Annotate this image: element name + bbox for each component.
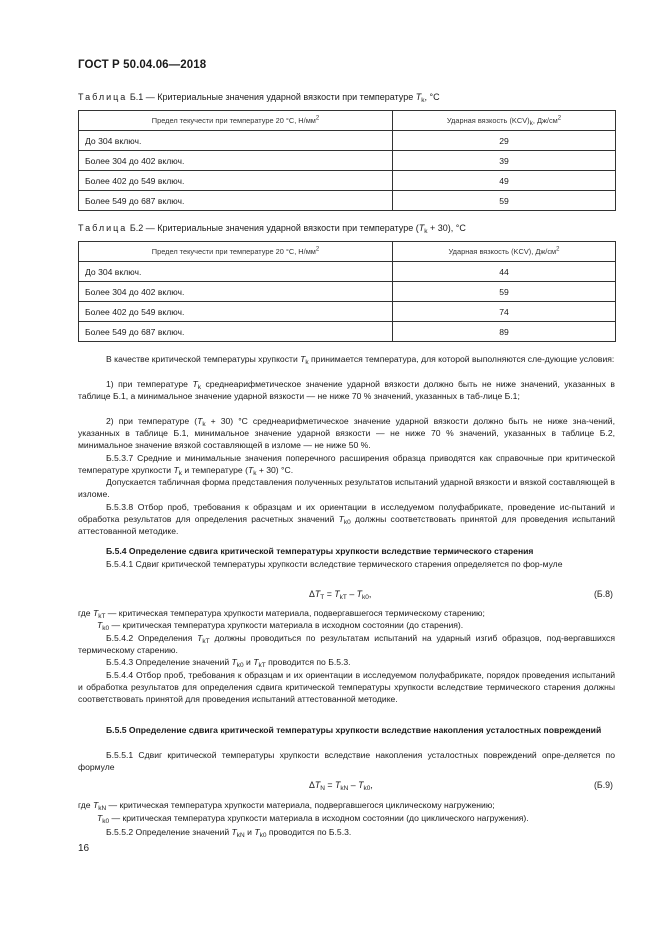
document-header: ГОСТ Р 50.04.06—2018 <box>78 59 207 71</box>
paragraph: Б.5.3.7 Средние и минимальные значения поперечного расширения образца приводятся как справочные при критической температуре хрупкости $T_k$ и температуре $(T_k + 30)$ °С. <box>78 453 615 478</box>
table2-header-col2: Ударная вязкость (KCV), $Дж/см^2$ <box>393 242 616 262</box>
equation-number-b8: (Б.8) <box>594 589 613 599</box>
table2-header-col1: Предел текучести при температуре 20 °С, $Н/мм^2$ <box>79 242 393 262</box>
paragraph: 1) при температуре $T_k$ среднеарифметическое значение ударной вязкости должно быть не ниже значений, указанных в таблице Б.1, а минимальное значение ударной вязкости — не ниже 70 % значений, указанных в таб-лице Б.1; <box>78 379 615 402</box>
formula-b8: $\Delta T_T = T_{kT} - T_{k0}$, <box>309 589 372 601</box>
table-row: Более 304 до 402 включ. 39 <box>79 151 616 171</box>
table-row: Более 549 до 687 включ. 89 <box>79 322 616 342</box>
paragraph: Б.5.4.3 Определение значений $T_{k0}$ и $T_{kT}$ проводится по Б.5.3. <box>106 657 351 669</box>
equation-number-b9: (Б.9) <box>594 780 613 790</box>
table-row: До 304 включ. 44 <box>79 262 616 282</box>
table2-caption-prefix: Таблица <box>78 223 128 233</box>
table-row: Более 549 до 687 включ. 59 <box>79 191 616 211</box>
paragraph: Б.5.4.1 Сдвиг критической температуры хрупкости вследствие термического старения определяется по фор-муле <box>106 559 563 569</box>
section-heading-b55: Б.5.5 Определение сдвига критической температуры хрупкости вследствие накопления усталостных повреждений <box>106 725 602 735</box>
table1-caption <box>78 91 440 103</box>
paragraph: Б.5.4.4 Отбор проб, требования к образцам и их ориентации в исследуемом полуфабрикате, порядок проведения испытаний и обработка результатов для определения сдвига критической температуры хрупкости вследствие термического старения должны соответствовать принятой для проведения испытаний аттестованной методике. <box>78 670 615 705</box>
paragraph: Б.5.3.8 Отбор проб, требования к образцам и их ориентации в исследуемом полуфабрикате, проведение ис-пытаний и обработка результатов для определения расчетных значений $T_{k0}$ должны соответствовать принятой для проведения испытаний аттестованной методике. <box>78 502 615 537</box>
table-row: До 304 включ. 29 <box>79 131 616 151</box>
table2 <box>78 241 616 342</box>
table2-caption-tail: + 30), °С <box>427 223 466 233</box>
section-heading-b54: Б.5.4 Определение сдвига критической температуры хрупкости вследствие термического старения <box>106 546 534 556</box>
table1-caption-text: Б.1 — Критериальные значения ударной вязкости при температуре <box>129 92 416 102</box>
paragraph: Б.5.4.2 Определения $T_{kT}$ должны проводиться по результатам испытаний на ударный изгиб образцов, под-вергавшихся термическому старению. <box>78 633 615 656</box>
paragraph: 2) при температуре $(T_k + 30)$ °С среднеарифметическое значение ударной вязкости должно быть не ниже зна-чений, указанных в таблице Б.1, минимальное значение ударной вязкости — не ниже 70 % значений, указанных в таблице Б.2, минимальное значение вязкой составляющей в изломе — не ниже 50 %. <box>78 416 615 451</box>
paragraph: Б.5.5.2 Определение значений $T_{kN}$ и $T_{k0}$ проводится по Б.5.3. <box>106 827 352 839</box>
table2-caption-text: Б.2 — Критериальные значения ударной вязкости при температуре ( <box>129 223 419 233</box>
table2-caption-symbol: T <box>418 223 425 233</box>
where-line: $T_{k0}$ — критическая температура хрупкости материала в исходном состоянии (до циклического нагружения). <box>97 813 529 825</box>
page-number: 16 <box>78 843 90 854</box>
table2-header-row <box>79 242 616 262</box>
table1-caption-symbol: T <box>415 92 422 102</box>
paragraph: Б.5.5.1 Сдвиг критической температуры хрупкости вследствие накопления усталостных повреждений опре-деляется по формуле <box>78 750 615 773</box>
where-line: $T_{k0}$ — критическая температура хрупкости материала в исходном состоянии (до старения). <box>97 620 464 632</box>
table1-caption-sub: k <box>421 97 425 104</box>
where-line: где $T_{kT}$ — критическая температура хрупкости материала, подвергавшегося термическому старению; <box>78 608 485 620</box>
table2-caption-sub: k <box>424 228 428 235</box>
paragraph: В качестве критической температуры хрупкости $T_k$ принимается температура, для которой выполняются сле-дующие условия: <box>106 354 615 366</box>
paragraph: Допускается табличная форма представления полученных результатов испытаний ударной вязкости и вязкой составляющей в изломе. <box>78 477 615 500</box>
formula-b9: $\Delta T_N = T_{kN} - T_{k0}$, <box>309 780 373 792</box>
where-line: где $T_{kN}$ — критическая температура хрупкости материала, подвергавшегося циклическому нагружению; <box>78 800 495 812</box>
table2-caption <box>78 222 466 234</box>
table-row: Более 402 до 549 включ. 74 <box>79 302 616 322</box>
table-row: Более 402 до 549 включ. 49 <box>79 171 616 191</box>
table1-header-col1: Предел текучести при температуре 20 °С, $Н/мм^2$ <box>79 111 393 131</box>
table1-header-col2: Ударная вязкость $(KCV)_k$, $Дж/см^2$ <box>393 111 616 131</box>
table-row: Более 304 до 402 включ. 59 <box>79 282 616 302</box>
table1-caption-tail: , °С <box>424 92 440 102</box>
table1-header-row <box>79 111 616 131</box>
table1-caption-prefix: Таблица <box>78 92 128 102</box>
table1 <box>78 110 616 211</box>
